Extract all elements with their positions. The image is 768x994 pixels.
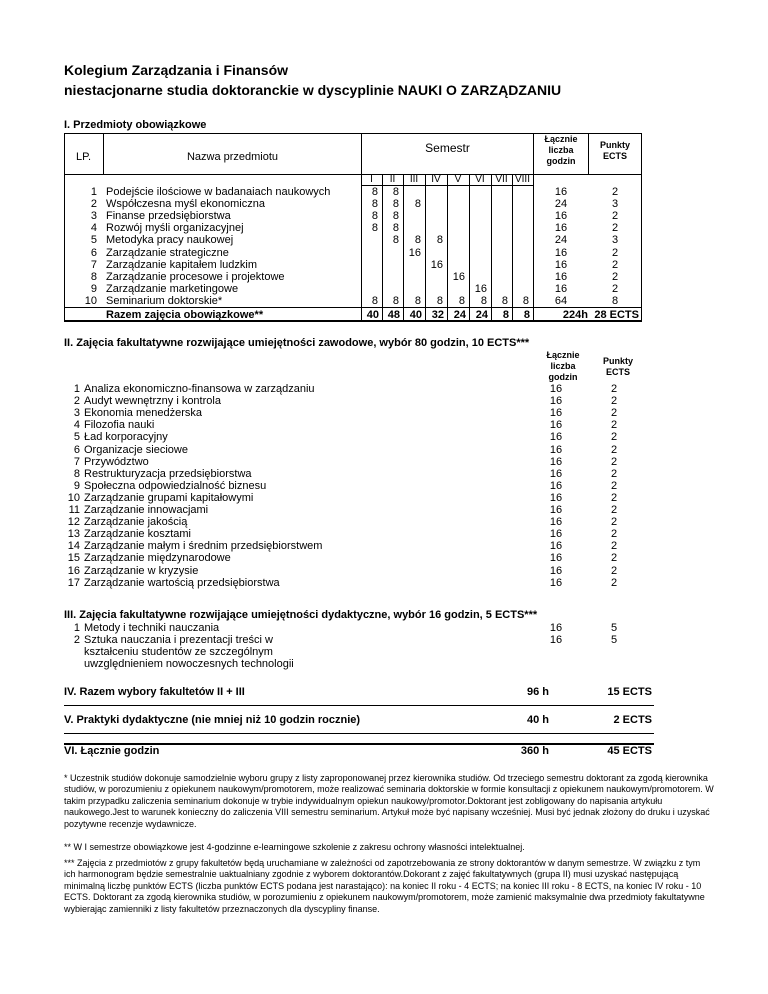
page-subtitle: niestacjonarne studia doktoranckie w dyscyplinie NAUKI O ZARZĄDZANIU	[64, 82, 562, 98]
total-hours: 16	[554, 222, 568, 235]
sum-semester-hours: 48	[387, 309, 400, 321]
course-name: Restrukturyzacja przedsiębiorstwa	[84, 467, 252, 480]
semester-col-header: V	[454, 174, 462, 185]
total-hours: 16	[549, 564, 563, 577]
summary-ects: 2 ECTS	[613, 714, 652, 726]
row-number: 14	[67, 540, 80, 553]
course-name: Ład korporacyjny	[84, 431, 168, 444]
ects-points: 2	[610, 455, 618, 468]
course-name-line: kształceniu studentów ze szczególnym	[84, 646, 273, 659]
ects-points: 2	[610, 443, 618, 456]
semester-hours: 8	[414, 198, 421, 211]
section2-header-ects: Punkty ECTS	[602, 356, 633, 377]
total-hours: 16	[549, 395, 563, 408]
total-hours: 16	[554, 282, 568, 295]
course-name: Zarządzanie innowacjami	[84, 504, 209, 516]
ects-points: 3	[611, 234, 619, 247]
total-hours: 16	[554, 258, 568, 271]
row-number: 11	[68, 504, 80, 516]
section1-heading: I. Przedmioty obowiązkowe	[64, 119, 207, 131]
semester-hours: 16	[474, 282, 487, 295]
footnote-electives: *** Zajęcia z przedmiotów z grupy fakultetów będą uruchamiane w zależności od zapotrzebowania ze strony doktorantów w danym semestrze. W związku z tym ich harmonogram będzie semestralnie uaktualniany zgodnie z wyborem doktorantów.Dokorant z zajęć fakultatywnych (grupa II) musi uzyskać następującą minimalną liczbę punktów ECTS (liczba punktów ECTS podana jest narastająco): na koniec II roku - 4 ECTS; na koniec III roku - 8 ECTS, na koniec IV roku - 10 ECTS. Doktorant za zgodą kierownika studiów, w porozumieniu z opiekunem naukowym/promotorem, może zamienić maksymalnie dwa przedmioty fakultatywne wybierając zamienniki z listy fakultetów przeznaczonych dla dyscypliny finanse.	[64, 858, 705, 914]
semester-hours: 8	[414, 234, 421, 247]
row-number: 15	[67, 552, 80, 565]
ects-points: 2	[610, 431, 618, 444]
row-number: 3	[73, 407, 80, 420]
semester-hours: 8	[458, 294, 465, 307]
section2-header-total: Łącznie liczba godzin	[546, 350, 580, 382]
semester-hours: 8	[436, 234, 443, 247]
sum-semester-hours: 24	[453, 309, 466, 321]
row-number: 17	[67, 576, 80, 589]
ects-points: 2	[610, 419, 618, 432]
total-hours: 16	[549, 504, 563, 516]
ects-points: 2	[610, 395, 618, 408]
total-hours: 16	[549, 528, 563, 541]
semester-hours: 8	[392, 234, 399, 247]
semester-hours: 8	[522, 294, 529, 307]
section2-heading: II. Zajęcia fakultatywne rozwijające umiejętności zawodowe, wybór 80 godzin, 10 ECTS***	[64, 337, 530, 349]
total-hours: 16	[549, 467, 563, 480]
ects-points: 2	[611, 270, 619, 283]
ects-points: 5	[610, 622, 618, 634]
semester-col-header: IV	[431, 174, 441, 185]
total-hours: 16	[549, 443, 563, 456]
semester-hours: 16	[452, 270, 465, 283]
course-name: Zarządzanie małym i średnim przedsiębiorstwem	[84, 540, 323, 553]
ects-points: 2	[611, 282, 619, 295]
ects-points: 2	[610, 552, 618, 565]
semester-hours: 8	[436, 294, 443, 307]
course-name: Zarządzanie w kryzysie	[84, 564, 199, 577]
total-hours: 16	[549, 576, 563, 589]
footnote-seminar: * Uczestnik studiów dokonuje samodzielnie wyboru grupy z listy zaproponowanej przez kierownika studiów. Od trzeciego semestru doktorant za zgodą kierownika studiów, w porozumieniu z opiekunem naukowym/promotorem, może realizować seminaria doktorskie w formie konsultacji z opiekunem naukowym/promotorem. W takim przypadku zaliczenia seminarium dokonuje w trybie indywidualnym opiekun naukowy/promotor.Doktorant jest zobligowany do napisania artykułu naukowego.Jest to warunek konieczny do zaliczenia VIII semestru seminarium. Artykuł może być napisany wcześniej. Musi być jednak złożony do druku i uzyskać pozytywne recenzje wydawnicze.	[64, 773, 714, 829]
total-hours: 16	[554, 186, 568, 198]
required-courses-table	[64, 133, 642, 321]
summary-hours: 40 h	[526, 714, 549, 726]
course-name: Metodyka pracy naukowej	[106, 234, 234, 247]
course-name: Zarządzanie kapitałem ludzkim	[106, 258, 258, 271]
page-title: Kolegium Zarządzania i Finansów	[64, 62, 289, 78]
row-number: 16	[67, 564, 80, 577]
semester-hours: 8	[392, 222, 399, 235]
semester-hours: 16	[408, 246, 421, 259]
semester-hours: 8	[371, 294, 378, 307]
course-name: Organizacje sieciowe	[84, 443, 188, 456]
total-hours: 16	[549, 431, 563, 444]
total-hours: 64	[554, 294, 568, 307]
total-hours: 16	[549, 540, 563, 553]
row-number: 2	[90, 198, 97, 211]
course-name: Społeczna odpowiedzialność biznesu	[84, 479, 267, 492]
total-hours: 16	[549, 552, 563, 565]
summary-divider-bold	[64, 743, 654, 745]
total-hours: 16	[549, 383, 563, 395]
semester-hours: 8	[371, 198, 378, 211]
elective-didactic-list	[64, 622, 664, 674]
course-name: Podejście ilościowe w badanaiach naukowych	[106, 186, 331, 198]
ects-points: 2	[611, 222, 619, 235]
semester-col-header: III	[409, 174, 419, 185]
header-ects: Punkty ECTS	[599, 140, 630, 161]
semester-hours: 8	[501, 294, 508, 307]
course-name: Zarządzanie wartością przedsiębiorstwa	[84, 576, 280, 589]
summary-ects: 15 ECTS	[607, 686, 652, 698]
total-hours: 24	[554, 198, 568, 211]
semester-hours: 8	[371, 222, 378, 235]
course-name: Audyt wewnętrzny i kontrola	[84, 395, 221, 408]
ects-points: 2	[610, 491, 618, 504]
ects-points: 2	[611, 246, 619, 259]
ects-points: 5	[610, 634, 618, 647]
row-number: 1	[90, 186, 97, 198]
sum-semester-hours: 40	[409, 309, 422, 321]
summary-ects: 45 ECTS	[607, 745, 652, 757]
summary-label: V. Praktyki dydaktyczne (nie mniej niż 10 godzin rocznie)	[64, 714, 361, 726]
row-number: 4	[73, 419, 80, 432]
row-number: 7	[73, 455, 80, 468]
row-number: 6	[90, 246, 97, 259]
total-hours: 16	[549, 622, 563, 634]
summary-label: VI. Łącznie godzin	[64, 745, 160, 757]
row-number: 1	[73, 383, 80, 395]
total-hours: 16	[549, 419, 563, 432]
ects-points: 2	[610, 528, 618, 541]
semester-hours: 8	[392, 186, 399, 198]
row-number: 4	[90, 222, 97, 235]
ects-points: 2	[610, 564, 618, 577]
course-name: Analiza ekonomiczno-finansowa w zarządzaniu	[84, 383, 315, 395]
semester-hours: 8	[480, 294, 487, 307]
semester-col-header: VIII	[514, 174, 530, 185]
summary-hours: 96 h	[526, 686, 549, 698]
course-name: Przywództwo	[84, 455, 149, 468]
course-name-line: Metody i techniki nauczania	[84, 622, 220, 634]
row-number: 8	[90, 270, 97, 283]
ects-points: 2	[610, 516, 618, 529]
total-hours: 16	[549, 407, 563, 420]
row-number: 12	[67, 516, 80, 529]
total-hours: 16	[549, 634, 563, 647]
row-number: 1	[73, 622, 80, 634]
semester-col-header: VI	[475, 174, 485, 185]
ects-points: 2	[610, 407, 618, 420]
total-hours: 16	[549, 516, 563, 529]
sum-row-ects: 28 ECTS	[594, 309, 639, 321]
sum-semester-hours: 32	[431, 309, 444, 321]
ects-points: 2	[610, 576, 618, 589]
semester-hours: 16	[430, 258, 443, 271]
ects-points: 2	[610, 383, 618, 395]
semester-col-header: II	[389, 174, 396, 185]
ects-points: 2	[611, 210, 619, 223]
ects-points: 8	[611, 294, 619, 307]
row-number: 10	[67, 491, 80, 504]
semester-col-header: VII	[495, 174, 508, 185]
course-name: Filozofia nauki	[84, 419, 155, 432]
total-hours: 16	[554, 270, 568, 283]
ects-points: 2	[610, 467, 618, 480]
row-number: 2	[73, 395, 80, 408]
course-name: Ekonomia menedżerska	[84, 407, 203, 420]
footnote-elearning: ** W I semestrze obowiązkowe jest 4-godzinne e-learningowe szkolenie z zakresu ochrony własności intelektualnej.	[64, 842, 525, 852]
sum-row-total: 224h	[562, 309, 588, 321]
sum-semester-hours: 8	[523, 309, 530, 321]
section3-heading: III. Zajęcia fakultatywne rozwijające umiejętności dydaktyczne, wybór 16 godzin, 5 ECTS***	[64, 609, 538, 621]
course-name: Seminarium doktorskie*	[106, 294, 223, 307]
row-number: 2	[73, 634, 80, 647]
semester-hours: 8	[392, 294, 399, 307]
semester-hours: 8	[371, 210, 378, 223]
course-name: Zarządzanie kosztami	[84, 528, 191, 541]
total-hours: 16	[549, 455, 563, 468]
row-number: 9	[90, 282, 97, 295]
elective-professional-list	[64, 383, 664, 593]
course-name-line: Sztuka nauczania i prezentacji treści w	[84, 634, 273, 647]
row-number: 3	[90, 210, 97, 223]
ects-points: 2	[610, 504, 618, 516]
total-hours: 16	[549, 491, 563, 504]
sum-semester-hours: 40	[366, 309, 379, 321]
course-name: Zarządzanie międzynarodowe	[84, 552, 231, 565]
course-name: Zarządzanie strategiczne	[106, 246, 229, 259]
ects-points: 3	[611, 198, 619, 211]
header-lp: LP.	[75, 151, 92, 163]
course-name-line: uwzględnieniem nowoczesnych technologii	[84, 658, 294, 671]
header-total-hours: Łącznie liczba godzin	[544, 134, 578, 166]
sum-semester-hours: 8	[502, 309, 509, 321]
row-number: 8	[73, 467, 80, 480]
course-name: Rozwój myśli organizacyjnej	[106, 222, 244, 235]
summary-divider	[64, 733, 654, 734]
total-hours: 16	[554, 246, 568, 259]
row-number: 13	[67, 528, 80, 541]
ects-points: 2	[610, 540, 618, 553]
course-name: Zarządzanie grupami kapitałowymi	[84, 491, 254, 504]
course-name: Zarządzanie marketingowe	[106, 282, 239, 295]
row-number: 7	[90, 258, 97, 271]
ects-points: 2	[611, 258, 619, 271]
course-name: Zarządzanie jakością	[84, 516, 188, 529]
semester-hours: 8	[371, 186, 378, 198]
semester-hours: 8	[392, 198, 399, 211]
header-semestr: Semestr	[425, 141, 470, 155]
row-number: 5	[90, 234, 97, 247]
summary-divider	[64, 705, 654, 706]
total-hours: 24	[554, 234, 568, 247]
total-hours: 16	[554, 210, 568, 223]
row-number: 9	[73, 479, 80, 492]
semester-col-header: I	[370, 174, 373, 185]
course-name: Finanse przedsiębiorstwa	[106, 210, 231, 223]
ects-points: 2	[611, 186, 619, 198]
sum-row-label: Razem zajęcia obowiązkowe**	[106, 309, 264, 321]
row-number: 10	[84, 294, 97, 307]
total-hours: 16	[549, 479, 563, 492]
semester-hours: 8	[414, 294, 421, 307]
row-number: 5	[73, 431, 80, 444]
course-name: Współczesna myśl ekonomiczna	[106, 198, 265, 211]
summary-hours: 360 h	[520, 745, 549, 757]
header-course-name: Nazwa przedmiotu	[186, 151, 279, 163]
row-number: 6	[73, 443, 80, 456]
semester-hours: 8	[392, 210, 399, 223]
ects-points: 2	[610, 479, 618, 492]
course-name: Zarządzanie procesowe i projektowe	[106, 270, 285, 283]
sum-semester-hours: 24	[475, 309, 488, 321]
summary-label: IV. Razem wybory fakultetów II + III	[64, 686, 245, 698]
